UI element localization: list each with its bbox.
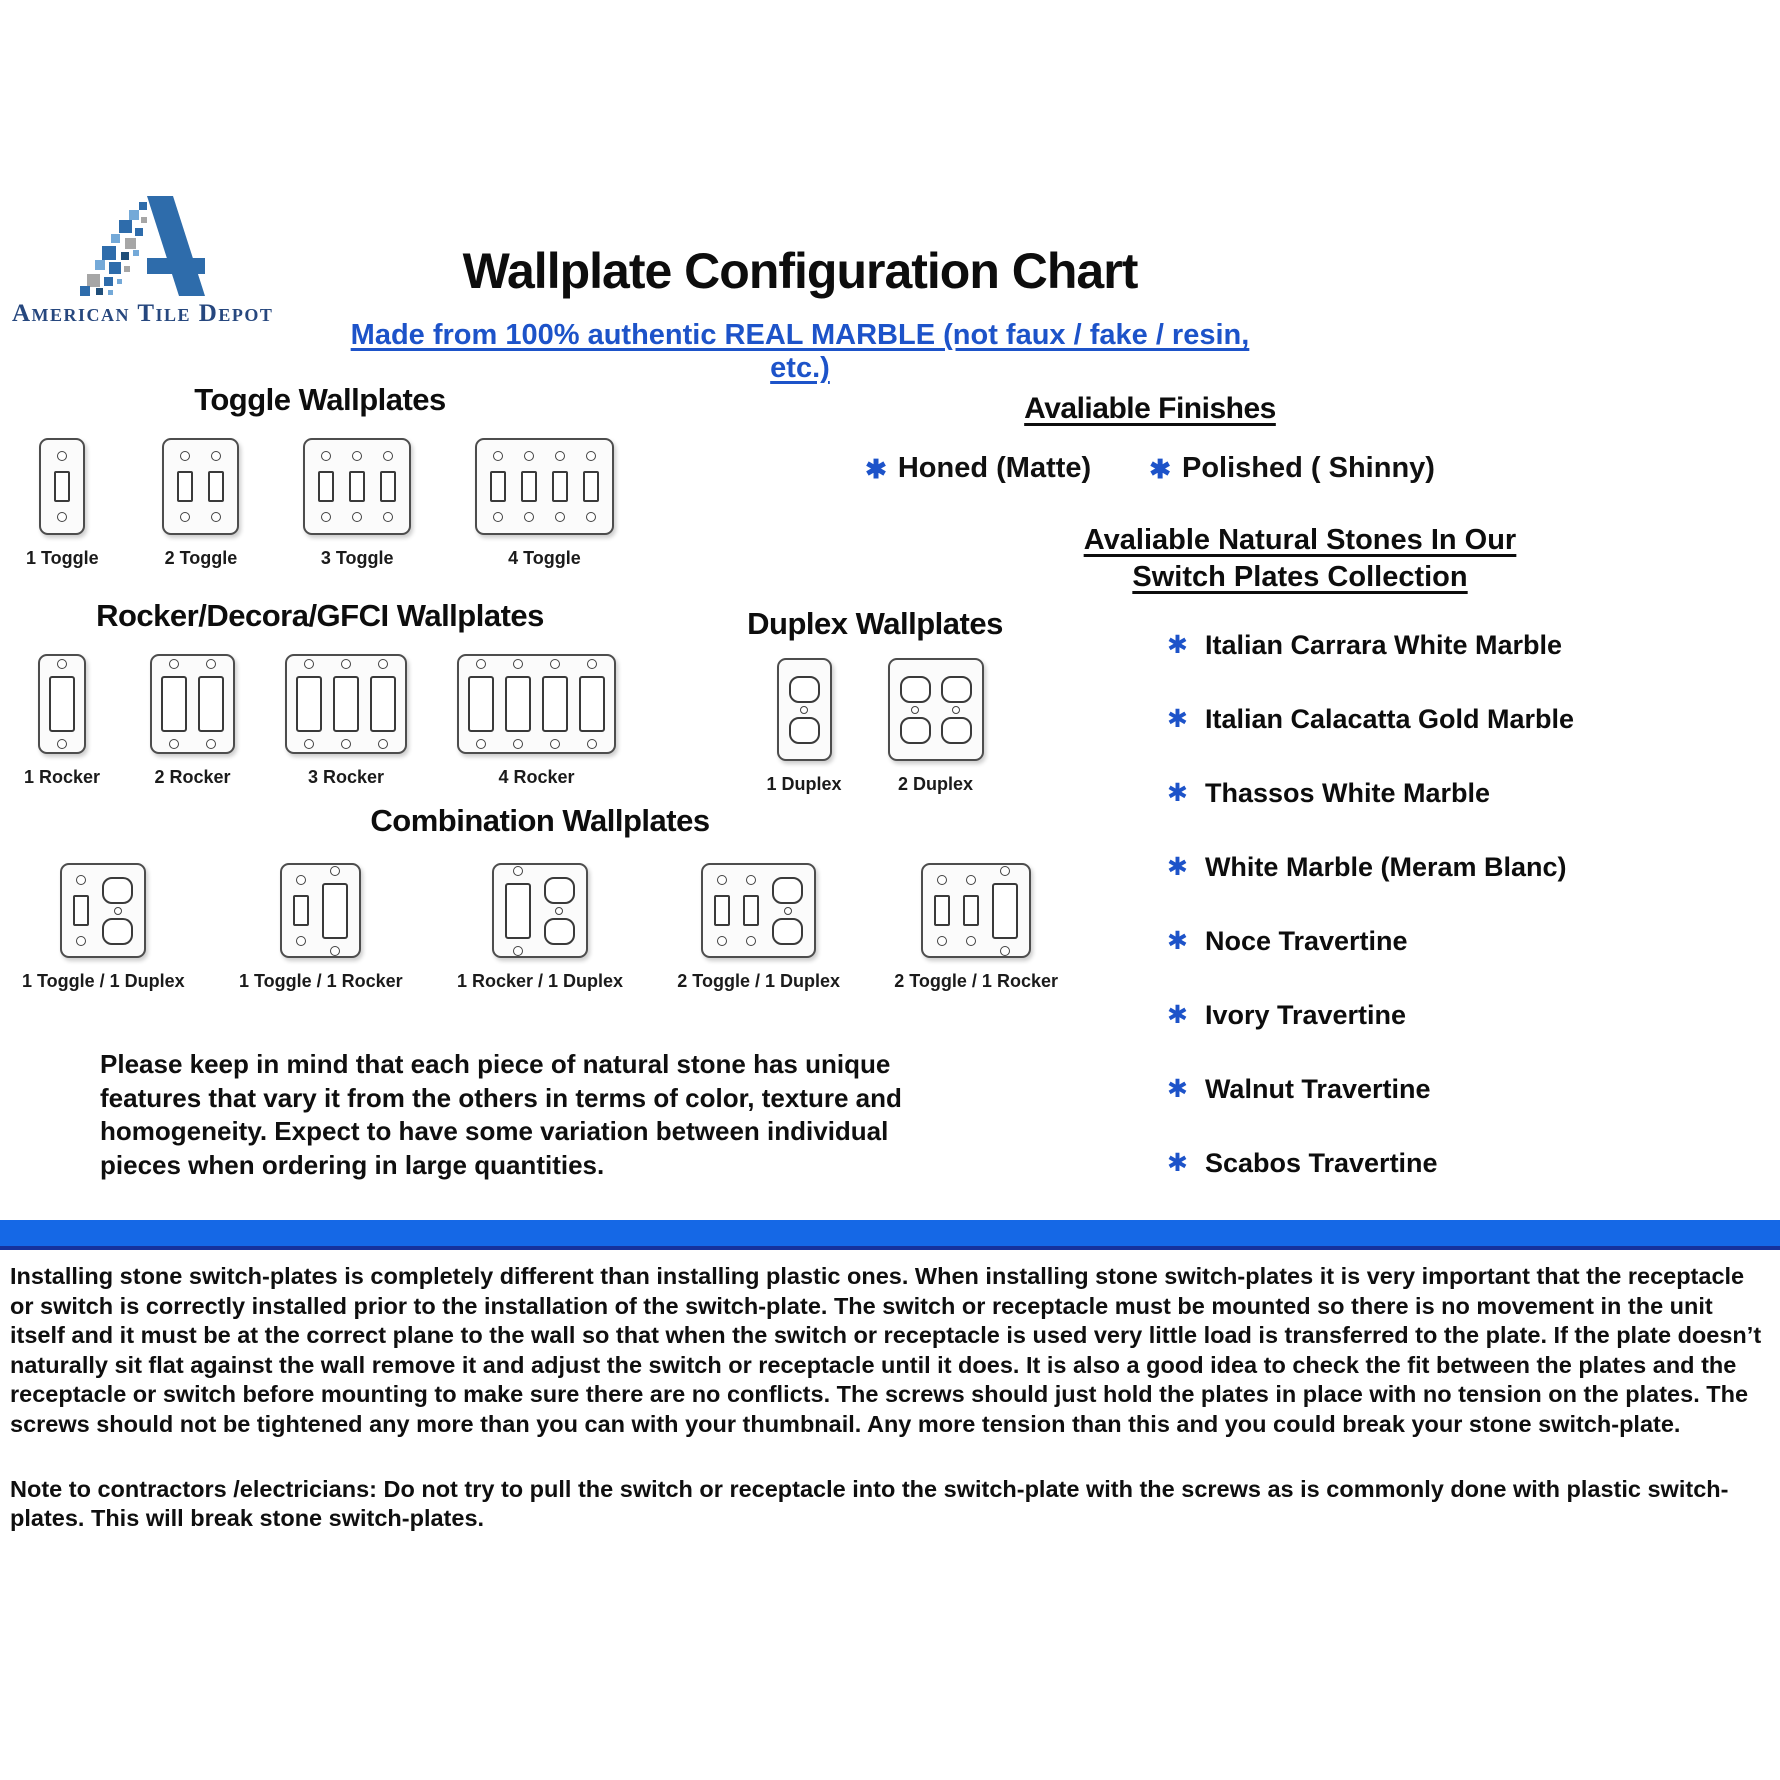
wallplate-diagram (150, 654, 235, 788)
wallplate-label: 4 Toggle (508, 548, 581, 568)
stone-name: Italian Calacatta Gold Marble (1204, 704, 1575, 734)
outlet-opening (900, 676, 931, 703)
wallplate (162, 438, 239, 535)
rocker-opening (505, 883, 531, 939)
screw-hole-icon (717, 936, 727, 946)
toggle-opening (714, 895, 730, 926)
screw-hole-icon (114, 907, 122, 915)
wallplate-label: 1 Toggle / 1 Duplex (22, 971, 185, 991)
screw-hole-icon (555, 512, 565, 522)
wallplate (303, 438, 411, 535)
wallplate (475, 438, 614, 535)
screw-hole-icon (746, 936, 756, 946)
toggle-slot (521, 451, 537, 522)
rocker-opening (505, 676, 531, 732)
screw-hole-icon (513, 739, 523, 749)
rocker-opening (579, 676, 605, 732)
toggle-slot (963, 875, 979, 946)
duplex-slot (544, 877, 575, 945)
wallplate (38, 654, 86, 754)
rocker-slot (333, 659, 359, 749)
toggle-opening (73, 895, 89, 926)
outlet-opening (941, 676, 972, 703)
screw-hole-icon (784, 907, 792, 915)
screw-hole-icon (513, 659, 523, 669)
toggle-slot (934, 875, 950, 946)
toggle-opening (963, 895, 979, 926)
rocker-slot (505, 659, 531, 749)
wallplate-diagram (894, 863, 1058, 992)
stone-name: Scabos Travertine (1204, 1148, 1438, 1178)
stone-list-item (1167, 1074, 1675, 1105)
toggle-opening (349, 471, 365, 502)
rocker-opening (333, 676, 359, 732)
toggle-slot (552, 451, 568, 522)
wallplate-label: 2 Toggle / 1 Duplex (677, 971, 840, 991)
finish-item (1149, 452, 1435, 485)
screw-hole-icon (911, 706, 919, 714)
wallplate-label: 4 Rocker (498, 767, 575, 787)
outlet-opening (789, 676, 820, 703)
stones-title-line1: Avaliable Natural Stones In Our (1083, 524, 1517, 556)
rocker-opening (161, 676, 187, 732)
screw-hole-icon (57, 451, 67, 461)
wallplate (492, 863, 588, 958)
outlet-opening (772, 877, 803, 904)
wallplate-label: 1 Duplex (766, 774, 842, 794)
screw-hole-icon (304, 659, 314, 669)
toggle-slot (349, 451, 365, 522)
screw-hole-icon (211, 451, 221, 461)
stone-list-item (1167, 1000, 1675, 1031)
stone-name: Walnut Travertine (1204, 1074, 1431, 1104)
screw-hole-icon (493, 451, 503, 461)
combination-section-title: Combination Wallplates (370, 803, 710, 838)
rocker-slot (49, 659, 75, 749)
outlet-opening (789, 717, 820, 744)
wallplate-label: 2 Toggle (164, 548, 238, 568)
stone-name: White Marble (Meram Blanc) (1204, 852, 1567, 882)
finishes-title: Avaliable Finishes (1024, 392, 1276, 425)
outlet-opening (102, 918, 133, 945)
toggle-slot (318, 451, 334, 522)
wallplate-diagram (162, 438, 239, 569)
stone-name: Noce Travertine (1204, 926, 1408, 956)
wallplate (777, 658, 832, 761)
rocker-slot (161, 659, 187, 749)
wallplate-diagram (285, 654, 407, 788)
wallplate (60, 863, 146, 958)
screw-hole-icon (57, 512, 67, 522)
screw-hole-icon (587, 739, 597, 749)
wallplate (280, 863, 361, 958)
screw-hole-icon (952, 706, 960, 714)
rocker-wallplates-section (20, 598, 620, 788)
wallplate-label: 3 Toggle (320, 548, 394, 568)
toggle-opening (934, 895, 950, 926)
page-subtitle: Made from 100% authentic REAL MARBLE (not faux / fake / resin, etc.) (350, 319, 1250, 384)
wallplate (888, 658, 984, 761)
contractor-note-paragraph: Note to contractors /electricians: Do not try to pull the switch or receptacle into the switch-plate with the screws as is commonly done with plastic switch-plates. This will break stone switch-plates. (10, 1475, 1729, 1532)
asterisk-icon: ✱ (1167, 927, 1188, 955)
wallplate (701, 863, 816, 958)
brand-name: American Tile Depot (12, 300, 274, 327)
outlet-opening (544, 877, 575, 904)
asterisk-icon: ✱ (1149, 453, 1171, 484)
toggle-slot (490, 451, 506, 522)
screw-hole-icon (330, 866, 340, 876)
wallplate-label: 1 Toggle (26, 548, 99, 568)
header-title-block (340, 243, 1260, 385)
asterisk-icon: ✱ (1167, 1075, 1188, 1103)
screw-hole-icon (180, 451, 190, 461)
installation-instructions (10, 1262, 1772, 1534)
screw-hole-icon (513, 946, 523, 956)
asterisk-icon: ✱ (1167, 631, 1188, 659)
page-title: Wallplate Configuration Chart (462, 243, 1138, 299)
rocker-opening (468, 676, 494, 732)
toggle-opening (54, 471, 70, 502)
stone-list-item (1167, 1148, 1675, 1179)
asterisk-icon: ✱ (865, 453, 887, 484)
wallplate-diagram (22, 863, 185, 992)
screw-hole-icon (476, 659, 486, 669)
toggle-slot (54, 451, 70, 522)
outlet-opening (102, 877, 133, 904)
rocker-slot (542, 659, 568, 749)
screw-hole-icon (746, 875, 756, 885)
toggle-opening (583, 471, 599, 502)
wallplate-diagram (888, 658, 984, 795)
toggle-slot (743, 875, 759, 946)
screw-hole-icon (341, 659, 351, 669)
outlet-opening (772, 918, 803, 945)
asterisk-icon: ✱ (1167, 853, 1188, 881)
toggle-section-title: Toggle Wallplates (194, 382, 446, 417)
screw-hole-icon (169, 739, 179, 749)
wallplate (150, 654, 235, 754)
screw-hole-icon (57, 739, 67, 749)
outlet-opening (941, 717, 972, 744)
wallplate-label: 2 Duplex (898, 774, 974, 794)
screw-hole-icon (76, 936, 86, 946)
toggle-opening (318, 471, 334, 502)
outlet-opening (544, 918, 575, 945)
wallplate (921, 863, 1031, 958)
rocker-opening (322, 883, 348, 939)
screw-hole-icon (586, 512, 596, 522)
combination-plates-row (20, 863, 1060, 992)
screw-hole-icon (937, 936, 947, 946)
screw-hole-icon (211, 512, 221, 522)
combination-wallplates-section (20, 803, 1060, 992)
american-tile-depot-logo (12, 196, 274, 328)
available-finishes-section (865, 392, 1435, 485)
wallplate (457, 654, 616, 754)
wallplate-label: 1 Toggle / 1 Rocker (238, 971, 403, 991)
screw-hole-icon (1000, 866, 1010, 876)
wallplate-label: 3 Rocker (307, 767, 385, 787)
screw-hole-icon (524, 451, 534, 461)
rocker-section-title: Rocker/Decora/GFCI Wallplates (96, 598, 544, 633)
screw-hole-icon (321, 512, 331, 522)
toggle-opening (208, 471, 224, 502)
toggle-opening (380, 471, 396, 502)
wallplate-diagram (457, 654, 616, 788)
screw-hole-icon (493, 512, 503, 522)
screw-hole-icon (383, 512, 393, 522)
toggle-slot (208, 451, 224, 522)
natural-stone-variation-note: Please keep in mind that each piece of natural stone has unique features that vary it from the others in terms of color, texture and homogeneity. Expect to have some variation between individual pieces when ordering in large quantities. (100, 1049, 902, 1180)
finishes-row (865, 452, 1435, 485)
screw-hole-icon (321, 451, 331, 461)
screw-hole-icon (296, 936, 306, 946)
rocker-slot (468, 659, 494, 749)
screw-hole-icon (1000, 946, 1010, 956)
toggle-slot (177, 451, 193, 522)
duplex-wallplates-section (655, 606, 1095, 795)
wallplate-diagram (24, 654, 100, 788)
duplex-slot (772, 877, 803, 945)
wallplate-label: 1 Rocker / 1 Duplex (456, 971, 624, 991)
toggle-slot (73, 875, 89, 946)
screw-hole-icon (513, 866, 523, 876)
rocker-opening (992, 883, 1018, 939)
screw-hole-icon (352, 451, 362, 461)
screw-hole-icon (304, 739, 314, 749)
duplex-section-title: Duplex Wallplates (747, 606, 1003, 641)
screw-hole-icon (296, 875, 306, 885)
rocker-slot (296, 659, 322, 749)
toggle-slot (293, 875, 309, 946)
stone-list-item (1167, 704, 1675, 735)
duplex-slot (102, 877, 133, 945)
asterisk-icon: ✱ (1167, 1149, 1188, 1177)
stones-title-line2: Switch Plates Collection (1132, 561, 1468, 594)
rocker-slot (370, 659, 396, 749)
wallplate-diagram (239, 863, 403, 992)
stone-list-item (1167, 852, 1675, 883)
logo-a-icon (47, 196, 227, 298)
duplex-slot (900, 676, 931, 744)
screw-hole-icon (937, 875, 947, 885)
screw-hole-icon (966, 875, 976, 885)
stone-list-item (1167, 630, 1675, 661)
screw-hole-icon (206, 659, 216, 669)
duplex-slot (789, 676, 820, 744)
screw-hole-icon (555, 451, 565, 461)
screw-hole-icon (555, 907, 563, 915)
wallplate-diagram (766, 658, 841, 795)
duplex-plates-row (655, 658, 1095, 795)
rocker-plates-row (20, 654, 620, 788)
rocker-slot (579, 659, 605, 749)
screw-hole-icon (378, 739, 388, 749)
blue-divider-bar (0, 1220, 1780, 1250)
wallplate (285, 654, 407, 754)
wallplate-diagram (26, 438, 99, 569)
toggle-opening (552, 471, 568, 502)
screw-hole-icon (180, 512, 190, 522)
asterisk-icon: ✱ (1167, 779, 1188, 807)
toggle-opening (177, 471, 193, 502)
screw-hole-icon (550, 739, 560, 749)
screw-hole-icon (966, 936, 976, 946)
duplex-slot (941, 676, 972, 744)
screw-hole-icon (800, 706, 808, 714)
toggle-plates-row (20, 438, 620, 569)
rocker-opening (49, 676, 75, 732)
rocker-slot (505, 866, 531, 956)
toggle-opening (293, 895, 309, 926)
rocker-opening (370, 676, 396, 732)
stone-list-item (1167, 778, 1675, 809)
screw-hole-icon (330, 946, 340, 956)
screw-hole-icon (76, 875, 86, 885)
wallplate-diagram (475, 438, 614, 569)
wallplate-diagram (677, 863, 840, 992)
toggle-slot (583, 451, 599, 522)
wallplate-diagram (457, 863, 623, 992)
screw-hole-icon (341, 739, 351, 749)
toggle-wallplates-section (20, 382, 620, 569)
wallplate-label: 2 Toggle / 1 Rocker (894, 971, 1058, 991)
installation-note-paragraph: Installing stone switch-plates is completely different than installing plastic ones. When installing stone switch-plates it is very important that the receptacle or switch is correctly installed prior to the installation of the switch-plate. The switch or receptacle must be mounted so there is no movement in the unit itself and it must be at the correct plane to the wall so that when the switch or receptacle is used very little load is transferred to the plate. If the plate doesn’t naturally sit flat against the wall remove it and adjust the switch or receptacle until it does. It is also a good idea to check the fit between the plates and the receptacle or switch before mounting to make sure there are no conflicts. The screws should just hold the plates in place with no tension on the plates. The screws should not be tightened any more than you can with your thumbnail. Any more tension than this and you could break your stone switch-plate. (10, 1263, 1762, 1438)
asterisk-icon: ✱ (1167, 705, 1188, 733)
stone-name: Italian Carrara White Marble (1204, 630, 1563, 660)
screw-hole-icon (587, 659, 597, 669)
rocker-slot (198, 659, 224, 749)
screw-hole-icon (206, 739, 216, 749)
stones-list (1055, 630, 1675, 1222)
screw-hole-icon (550, 659, 560, 669)
screw-hole-icon (717, 875, 727, 885)
finish-item (865, 452, 1091, 485)
screw-hole-icon (383, 451, 393, 461)
toggle-slot (714, 875, 730, 946)
screw-hole-icon (586, 451, 596, 461)
toggle-opening (521, 471, 537, 502)
rocker-opening (198, 676, 224, 732)
screw-hole-icon (378, 659, 388, 669)
toggle-opening (490, 471, 506, 502)
screw-hole-icon (169, 659, 179, 669)
screw-hole-icon (476, 739, 486, 749)
stone-name: Ivory Travertine (1204, 1000, 1407, 1030)
stone-list-item (1167, 926, 1675, 957)
wallplate-label: 1 Rocker (24, 767, 101, 787)
wallplate-label: 2 Rocker (154, 767, 231, 787)
outlet-opening (900, 717, 931, 744)
stone-name: Thassos White Marble (1204, 778, 1491, 808)
rocker-opening (542, 676, 568, 732)
rocker-slot (322, 866, 348, 956)
toggle-opening (743, 895, 759, 926)
finish-label: Honed (Matte) (897, 452, 1092, 484)
rocker-slot (992, 866, 1018, 956)
toggle-slot (380, 451, 396, 522)
screw-hole-icon (57, 659, 67, 669)
wallplate (39, 438, 85, 535)
screw-hole-icon (524, 512, 534, 522)
asterisk-icon: ✱ (1167, 1001, 1188, 1029)
stones-collection-title (1050, 522, 1550, 596)
rocker-opening (296, 676, 322, 732)
finish-label: Polished ( Shinny) (1181, 452, 1435, 484)
wallplate-diagram (303, 438, 411, 569)
screw-hole-icon (352, 512, 362, 522)
